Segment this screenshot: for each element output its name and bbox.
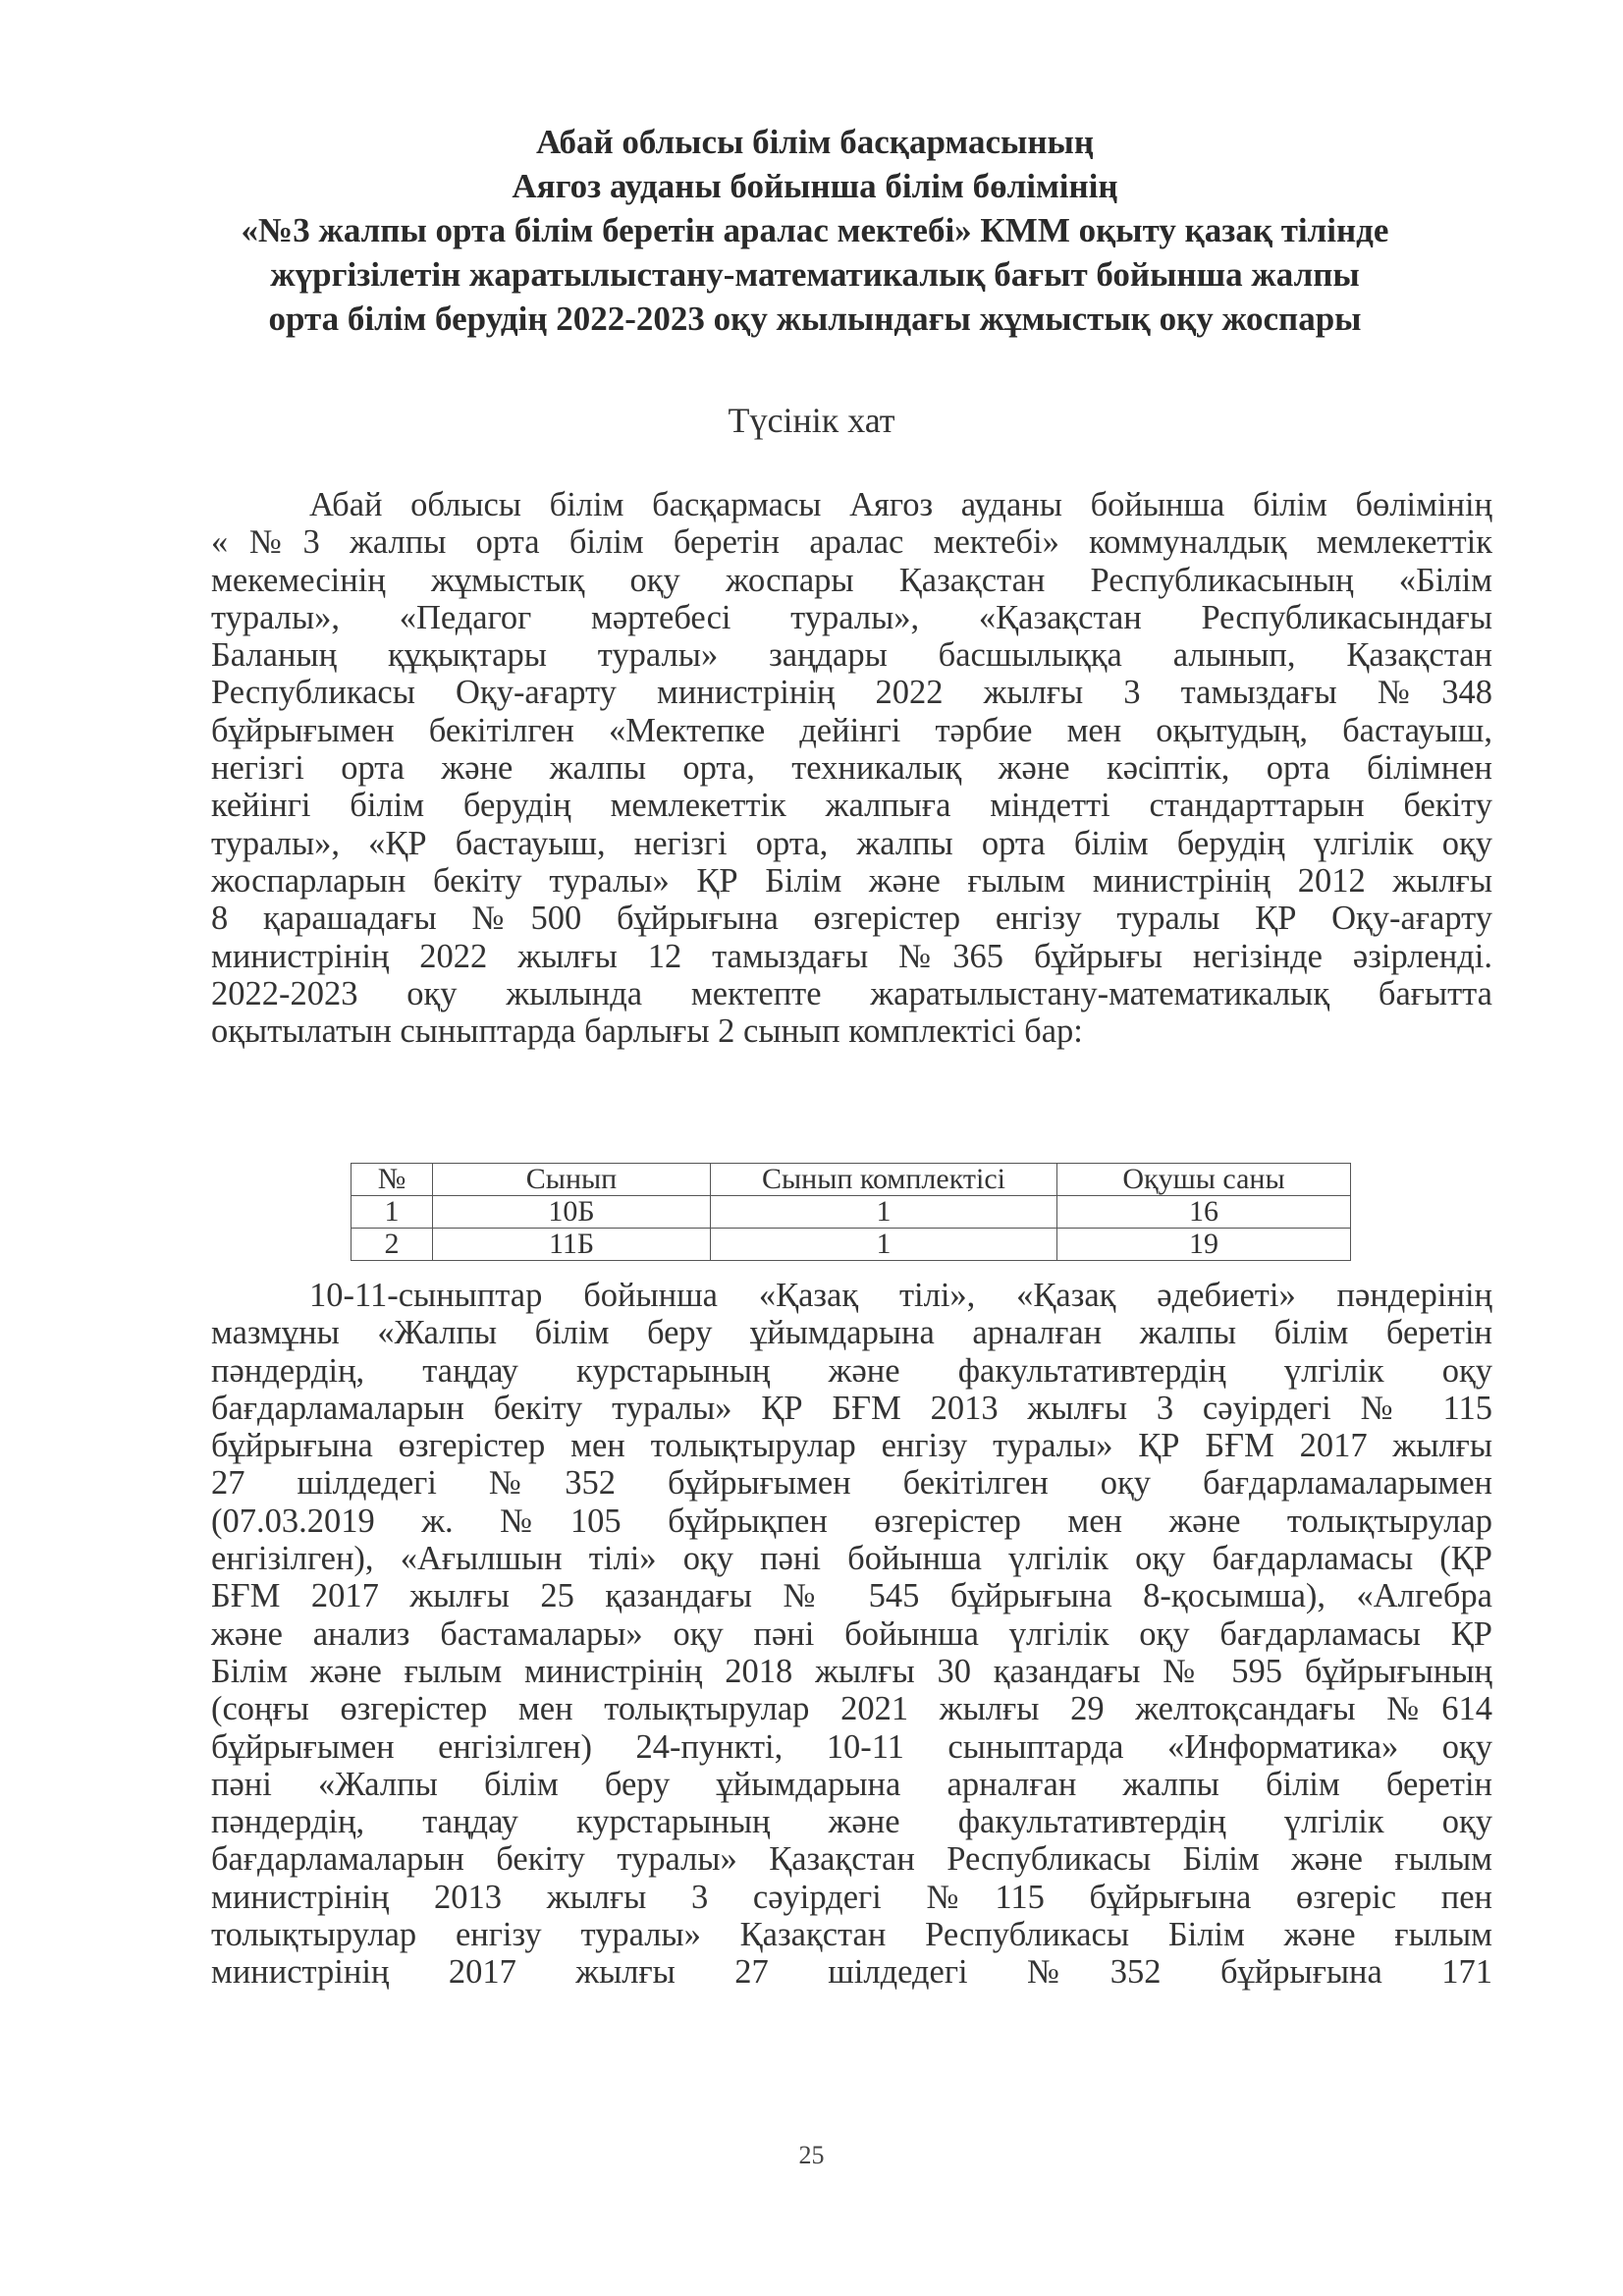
column-header: № bbox=[352, 1164, 433, 1196]
class-table bbox=[351, 1163, 1351, 1261]
paragraph-line: бағдарламаларын бекіту туралы» ҚР БҒМ 2013 жылғы 3 сәуірдегі № 115 bbox=[211, 1389, 1492, 1427]
heading-line: Аягоз ауданы бойынша білім бөлімінің bbox=[512, 167, 1118, 205]
heading-line: «№3 жалпы орта білім беретін аралас мектебі» КММ оқыту қазақ тілінде bbox=[241, 211, 1389, 249]
paragraph-line: пәні «Жалпы білім беру ұйымдарына арналған жалпы білім беретін bbox=[211, 1765, 1492, 1803]
paragraph-line: министрінің 2013 жылғы 3 сәуірдегі №115 бұйрығына өзгеріс пен bbox=[211, 1878, 1492, 1916]
paragraph-line: Абай облысы білім басқармасы Аягоз ауданы бойынша білім бөлімінің bbox=[309, 486, 1492, 523]
paragraph-1 bbox=[211, 486, 1492, 1050]
paragraph-line: Білім және ғылым министрінің 2018 жылғы 30 қазандағы № 595 бұйрығының bbox=[211, 1652, 1492, 1690]
table-cell: 10Б bbox=[433, 1196, 711, 1229]
paragraph-line: 27 шілдедегі №352 бұйрығымен бекітілген оқу бағдарламаларымен bbox=[211, 1464, 1492, 1503]
table-cell: 11Б bbox=[433, 1229, 711, 1261]
paragraph-line: (07.03.2019 ж. №105 бұйрықпен өзгерістер мен және толықтырулар bbox=[211, 1502, 1492, 1540]
heading-line: орта білім берудің 2022-2023 оқу жылындағы жұмыстық оқу жоспары bbox=[268, 300, 1362, 338]
paragraph-line: 2022-2023 оқу жылында мектепте жаратылыстану-математикалық бағытта bbox=[211, 974, 1492, 1012]
table-cell: 1 bbox=[352, 1196, 433, 1229]
column-header: Оқушы саны bbox=[1057, 1164, 1351, 1196]
paragraph-line: бағдарламаларын бекіту туралы» Қазақстан Республикасы Білім және ғылым bbox=[211, 1840, 1492, 1879]
paragraph-line: оқытылатын сыныптарда барлығы 2 сынып комплектісі бар: bbox=[211, 1012, 1083, 1051]
paragraph-line: енгізілген), «Ағылшын тілі» оқу пәні бойынша үлгілік оқу бағдарламасы (ҚР bbox=[211, 1540, 1492, 1578]
section-subtitle: Түсінік хат bbox=[728, 401, 895, 440]
paragraph-line: пәндердің, таңдау курстарының және факультативтердің үлгілік оқу bbox=[211, 1803, 1492, 1841]
paragraph-line: (соңғы өзгерістер мен толықтырулар 2021 жылғы 29 желтоқсандағы №614 bbox=[211, 1690, 1492, 1728]
table-cell: 19 bbox=[1057, 1229, 1351, 1261]
paragraph-line: БҒМ 2017 жылғы 25 қазандағы № 545 бұйрығына 8-қосымша), «Алгебра bbox=[211, 1577, 1492, 1615]
paragraph-line: 10-11-сыныптар бойынша «Қазақ тілі», «Қазақ әдебиеті» пәндерінің bbox=[309, 1277, 1492, 1314]
paragraph-line: бұйрығына өзгерістер мен толықтырулар енгізу туралы» ҚР БҒМ 2017 жылғы bbox=[211, 1427, 1492, 1465]
paragraph-line: туралы», «ҚР бастауыш, негізгі орта, жалпы орта білім берудің үлгілік оқу bbox=[211, 824, 1492, 862]
paragraph-line: министрінің 2017 жылғы 27 шілдедегі №352 бұйрығына 171 bbox=[211, 1953, 1492, 1992]
table-cell: 2 bbox=[352, 1229, 433, 1261]
paragraph-line: Баланың құқықтары туралы» заңдары басшылыққа алынып, Қазақстан bbox=[211, 636, 1492, 675]
column-header: Сынып bbox=[433, 1164, 711, 1196]
table-header-row bbox=[352, 1164, 1351, 1196]
paragraph-line: 8 қарашадағы №500 бұйрығына өзгерістер енгізу туралы ҚР Оқу-ағарту bbox=[211, 900, 1492, 938]
paragraph-line: жоспарларын бекіту туралы» ҚР Білім және ғылым министрінің 2012 жылғы bbox=[211, 861, 1492, 900]
table-row bbox=[352, 1229, 1351, 1261]
paragraph-line: мекемесінің жұмыстық оқу жоспары Қазақстан Республикасының «Білім bbox=[211, 561, 1492, 599]
paragraph-line: және анализ бастамалары» оқу пәні бойынша үлгілік оқу бағдарламасы ҚР bbox=[211, 1614, 1492, 1653]
paragraph-line: пәндердің, таңдау курстарының және факультативтердің үлгілік оқу bbox=[211, 1351, 1492, 1390]
paragraph-line: мазмұны «Жалпы білім беру ұйымдарына арналған жалпы білім беретін bbox=[211, 1314, 1492, 1352]
paragraph-line: туралы», «Педагог мәртебесі туралы», «Қазақстан Республикасындағы bbox=[211, 598, 1492, 636]
paragraph-line: толықтырулар енгізу туралы» Қазақстан Республикасы Білім және ғылым bbox=[211, 1916, 1492, 1954]
paragraph-line: «№3 жалпы орта білім беретін аралас мектебі» коммуналдық мемлекеттік bbox=[211, 523, 1492, 562]
paragraph-line: бұйрығымен енгізілген) 24-пункті, 10-11 сыныптарда «Информатика» оқу bbox=[211, 1727, 1492, 1766]
paragraph-line: кейінгі білім берудің мемлекеттік жалпыға міндетті стандарттарын бекіту bbox=[211, 787, 1492, 825]
paragraph-line: негізгі орта және жалпы орта, техникалық және кәсіптік, орта білімнен bbox=[211, 749, 1492, 788]
paragraph-line: министрінің 2022 жылғы 12 тамыздағы №365 бұйрығы негізінде әзірленді. bbox=[211, 937, 1492, 975]
paragraph-line: Республикасы Оқу-ағарту министрінің 2022 жылғы 3 тамыздағы №348 bbox=[211, 674, 1492, 712]
paragraph-2 bbox=[211, 1277, 1492, 1992]
table-cell: 1 bbox=[711, 1229, 1057, 1261]
table-cell: 16 bbox=[1057, 1196, 1351, 1229]
table-cell: 1 bbox=[711, 1196, 1057, 1229]
table-row bbox=[352, 1196, 1351, 1229]
document-heading bbox=[177, 120, 1453, 341]
page-number: 25 bbox=[798, 2141, 825, 2169]
heading-line: жүргізілетін жаратылыстану-математикалық бағыт бойынша жалпы bbox=[270, 255, 1360, 294]
paragraph-line: бұйрығымен бекітілген «Мектепке дейінгі тәрбие мен оқытудың, бастауыш, bbox=[211, 711, 1492, 749]
column-header: Сынып комплектісі bbox=[711, 1164, 1057, 1196]
heading-line: Абай облысы білім басқармасының bbox=[535, 123, 1095, 161]
